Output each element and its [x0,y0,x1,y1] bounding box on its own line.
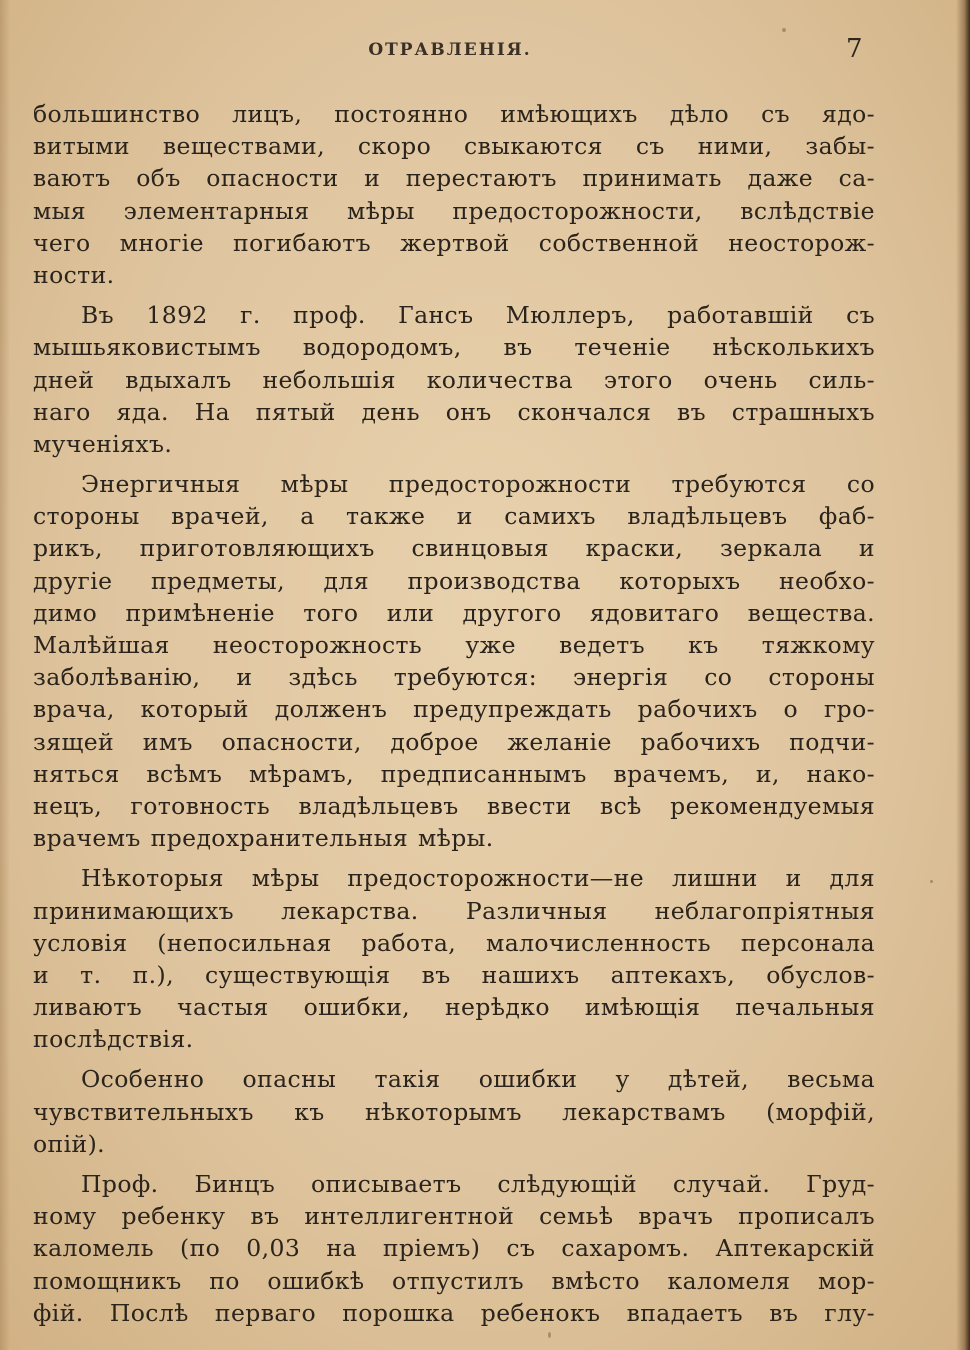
paragraph-5 [33,1063,875,1160]
text-line: дней вдыхалъ небольшія количества этого очень силь- [33,365,875,394]
text-line: мыя элементарныя мѣры предосторожности, вслѣдствіе [33,196,875,225]
text-line: врачемъ предохранительныя мѣры. [33,824,494,853]
text-line: ности. [33,260,115,289]
text-line: ному ребенку въ интеллигентной семьѣ врачъ прописалъ [33,1202,875,1231]
paragraph-4 [33,862,875,1055]
text-line: условія (непосильная работа, малочисленность персонала [33,928,875,957]
text-line: фій. Послѣ перваго порошка ребенокъ впадаетъ въ глу- [33,1298,875,1327]
text-line: мученіяхъ. [33,429,173,458]
text-line: Въ 1892 г. проф. Гансъ Мюллеръ, работавшій съ [81,301,875,330]
page-left-shadow [0,0,10,1350]
text-line: витыми веществами, скоро свыкаются съ ними, забы- [33,132,875,161]
text-line: Малѣйшая неосторожность уже ведетъ къ тяжкому [33,631,875,659]
text-line: принимающихъ лекарства. Различныя неблагопріятныя [33,896,875,925]
text-line: Нѣкоторыя мѣры предосторожности—не лишни и для [81,864,875,893]
text-line: зящей имъ опасности, доброе желаніе рабочихъ подчи- [33,727,875,756]
page-number: 7 [846,34,863,64]
text-line: ваютъ объ опасности и перестаютъ принимать даже са- [33,164,875,193]
paper-speck [930,880,933,883]
text-line: врача, который долженъ предупреждать рабочихъ о гро- [33,695,875,724]
text-line: послѣдствія. [33,1025,194,1054]
paragraph-1 [33,98,875,291]
text-line: заболѣванію, и здѣсь требуются: энергія со стороны [33,663,875,692]
text-line: Проф. Бинцъ описываетъ слѣдующій случай. Груд- [81,1170,875,1198]
text-line: опій). [33,1129,106,1158]
text-line: другіе предметы, для производства которыхъ необхо- [33,566,875,595]
paragraph-2 [33,299,875,460]
text-line: димо примѣненіе того или другого ядовитаго вещества. [33,598,875,627]
paper-speck [548,1332,551,1338]
text-line: и т. п.), существующія въ нашихъ аптекахъ, обуслов- [33,960,875,989]
page-binding-edge [956,0,970,1350]
text-line: Особенно опасны такія ошибки у дѣтей, весьма [81,1065,875,1094]
text-line: няться всѣмъ мѣрамъ, предписаннымъ врачемъ, и, нако- [33,759,875,788]
text-line: стороны врачей, а также и самихъ владѣльцевъ фаб- [33,502,875,531]
text-line: нецъ, готовность владѣльцевъ ввести всѣ рекомендуемыя [33,791,875,820]
text-line: чувствительныхъ къ нѣкоторымъ лекарствамъ (морфій, [33,1097,875,1126]
text-line: Энергичныя мѣры предосторожности требуются со [81,470,875,499]
body-text [33,98,875,1337]
text-line: наго яда. На пятый день онъ скончался въ страшныхъ [33,397,875,426]
text-line: большинство лицъ, постоянно имѣющихъ дѣло съ ядо- [33,100,875,128]
text-line: помощникъ по ошибкѣ отпустилъ вмѣсто каломеля мор- [33,1266,875,1295]
paragraph-6 [33,1168,875,1329]
text-line: мышьяковистымъ водородомъ, въ теченіе нѣсколькихъ [33,333,875,362]
text-line: рикъ, приготовляющихъ свинцовыя краски, зеркала и [33,534,875,563]
paper-speck [782,28,786,32]
text-line: каломель (по 0,03 на пріемъ) съ сахаромъ. Аптекарскій [33,1234,875,1263]
text-line: ливаютъ частыя ошибки, нерѣдко имѣющія печальныя [33,993,875,1022]
running-title: ОТРАВЛЕНІЯ. [368,40,532,60]
paragraph-3 [33,468,875,854]
text-line: чего многіе погибаютъ жертвой собственной неосторож- [33,228,875,257]
